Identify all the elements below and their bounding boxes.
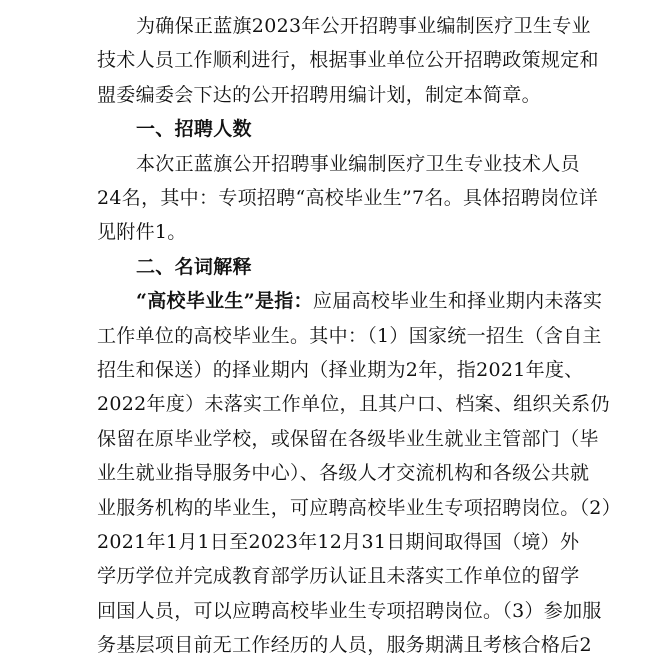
section-heading-recruitment-count: 一、招聘人数	[136, 118, 252, 140]
section2-line-8: 2021年1月1日至2023年12月31日期间取得国（境）外	[97, 531, 580, 553]
section1-line-1: 本次正蓝旗公开招聘事业编制医疗卫生专业技术人员	[136, 153, 580, 175]
section2-line-5: 保留在原毕业学校，或保留在各级毕业生就业主管部门（毕	[97, 428, 599, 450]
term-graduate-definition: “高校毕业生”是指：	[136, 290, 313, 312]
section1-line-2: 24名，其中：专项招聘“高校毕业生”7名。具体招聘岗位详	[97, 187, 599, 209]
intro-line-2: 技术人员工作顺利进行，根据事业单位公开招聘政策规定和	[97, 49, 599, 71]
section2-line-1	[136, 284, 603, 318]
section2-line-10: 回国人员，可以应聘高校毕业生专项招聘岗位。（3）参加服	[97, 600, 602, 622]
section2-line-9: 学历学位并完成教育部学历认证且未落实工作单位的留学	[97, 565, 580, 587]
section1-line-3: 见附件1。	[97, 221, 187, 243]
intro-line-1: 为确保正蓝旗2023年公开招聘事业编制医疗卫生专业	[136, 15, 591, 37]
intro-line-3: 盟委编委会下达的公开招聘用编计划，制定本简章。	[97, 84, 541, 106]
section2-line-4: 2022年度）未落实工作单位，且其户口、档案、组织关系仍	[97, 393, 610, 415]
section2-line-2: 工作单位的高校毕业生。其中：（1）国家统一招生（含自主	[97, 325, 602, 347]
section2-line-6: 业生就业指导服务中心）、各级人才交流机构和各级公共就	[97, 462, 590, 484]
section2-line-7: 业服务机构的毕业生，可应聘高校毕业生专项招聘岗位。（2）	[97, 497, 621, 519]
section-heading-term-definitions: 二、名词解释	[136, 256, 252, 278]
section2-line-3: 招生和保送）的择业期内（择业期为2年，指2021年度、	[97, 359, 584, 381]
section2-line-11: 务基层项目前无工作经历的人员，服务期满且考核合格后2	[97, 634, 592, 656]
section2-line-1-text: 应届高校毕业生和择业期内未落实	[312, 290, 603, 312]
